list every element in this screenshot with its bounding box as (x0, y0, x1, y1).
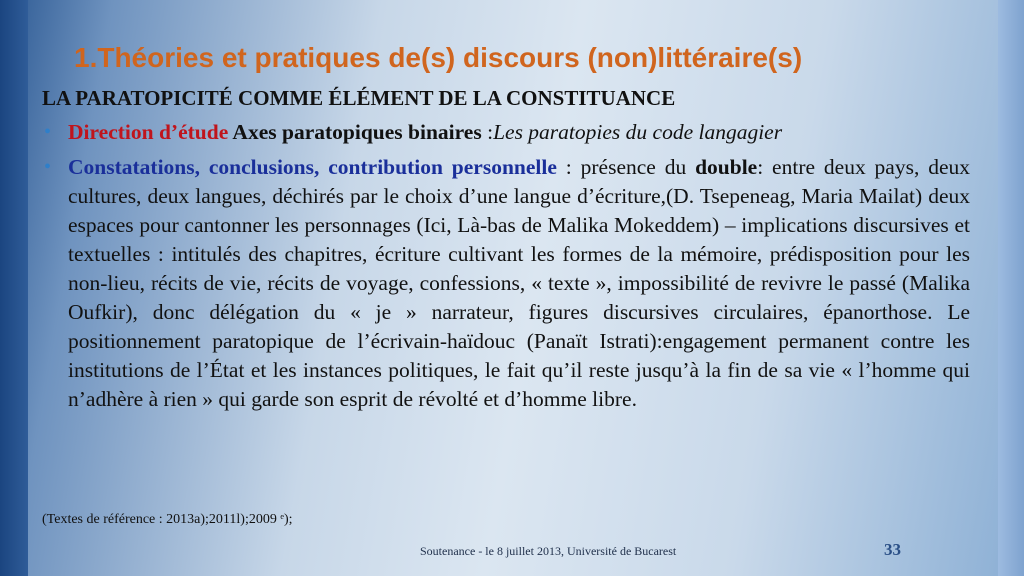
slide-left-band (0, 0, 28, 576)
bullet-body-text: : entre deux pays, deux cultures, deux langues, déchirés par le choix d’une langue d’écriture,(D. Tsepeneag, Maria Mailat) deux espaces pour cantonner les personnages (Ici, Là-bas de Malika Mokeddem) – implications discursives et textuelles : intitulés des chapitres, écriture cultivant les formes de la mémoire, prédisposition pour les non-lieu, récits de vie, récits de voyage, confessions, « texte », impossibilité de revivre le passé (Malika Oufkir), donc délégation du « je » narrateur, figures discursives circulaires, épanorthose. Le positionnement paratopique de l’écrivain-haïdouc (Panaït Istrati):engagement permanent contre les institutions de l’État et les instances politiques, le fait qu’il reste jusqu’à la fin de sa vie « l’homme qui n’adhère à rien » qui garde son esprit de révolté et d’homme libre. (68, 155, 971, 411)
bullet-marker: • (44, 121, 52, 143)
bullet-bold-word: double (695, 155, 758, 179)
bullet-label: Direction d’étude (68, 120, 229, 144)
bullet-item-constatations (42, 153, 970, 414)
bullet-list (42, 118, 970, 414)
slide-right-band (998, 0, 1024, 576)
bullet-marker: • (44, 156, 52, 178)
slide-content (28, 0, 998, 576)
slide-footer: Soutenance - le 8 juillet 2013, Université de Bucarest (420, 544, 677, 558)
bullet-italic-text: Les paratopies du code langagier (493, 120, 783, 144)
references-line: (Textes de référence : 2013a);2011l);2009 ᵉ); (42, 512, 293, 527)
bullet-text-before-bold: : présence du (556, 155, 696, 179)
slide-title: 1.Théories et pratiques de(s) discours (non)littéraire(s) (74, 42, 803, 73)
page-number: 33 (884, 540, 901, 559)
bullet-item-direction (42, 118, 970, 147)
bullet-separator: : (481, 120, 494, 144)
bullet-label: Constatations, conclusions, contribution personnelle (68, 155, 557, 179)
bullet-heading: Axes paratopiques binaires (228, 120, 482, 144)
slide-subtitle: LA PARATOPICITÉ COMME ÉLÉMENT DE LA CONSTITUANCE (42, 86, 676, 110)
